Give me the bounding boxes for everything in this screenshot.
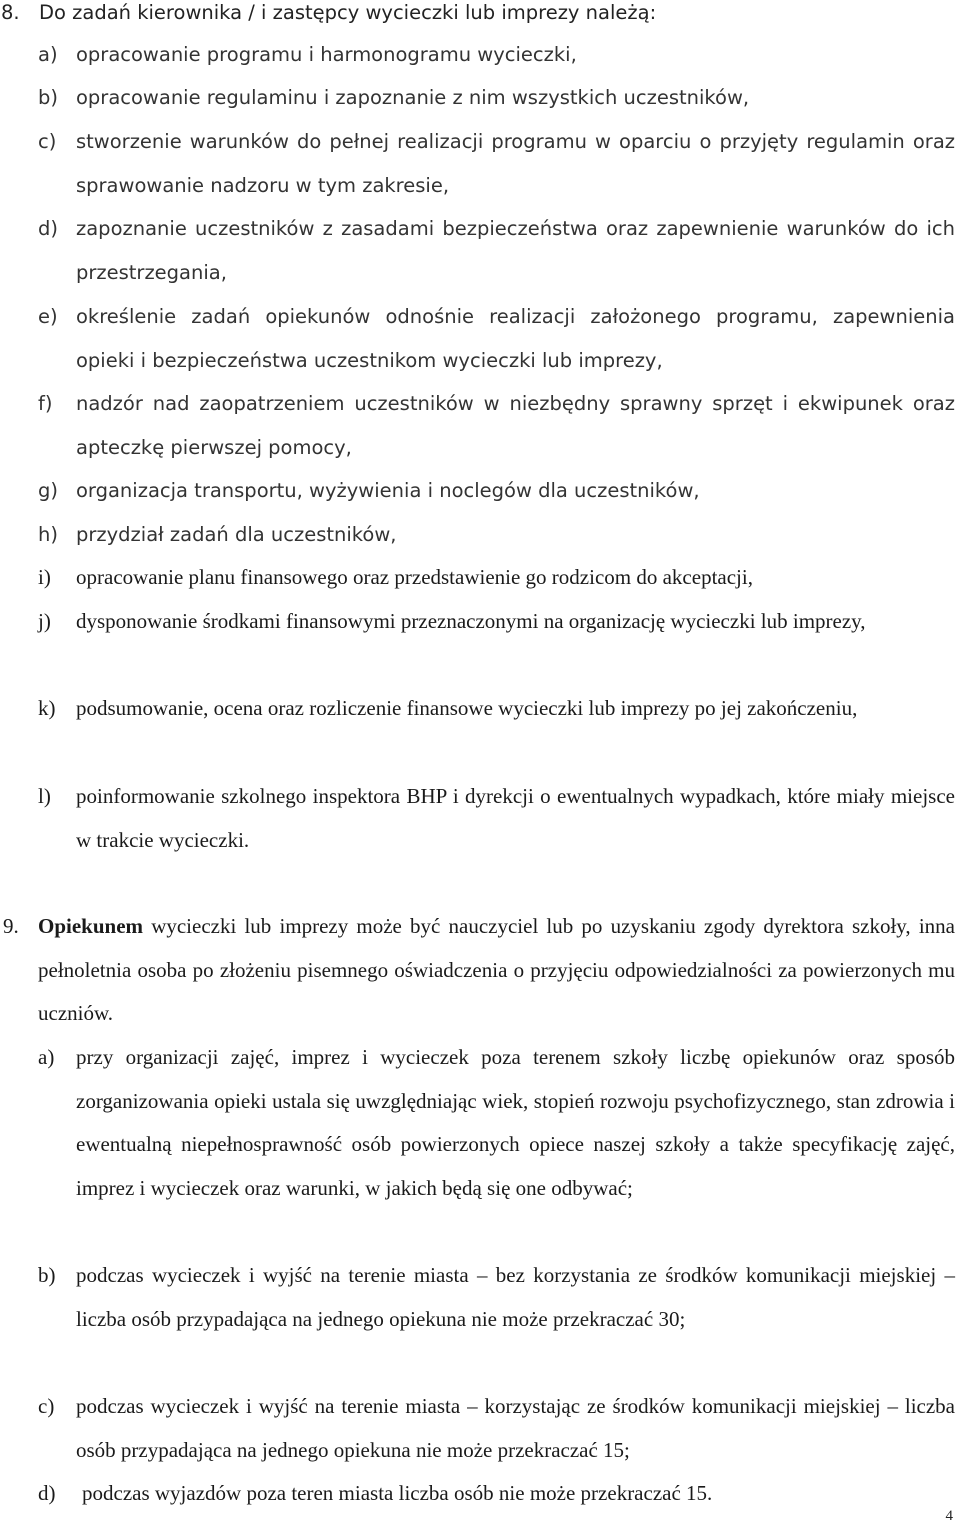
section-number: 8. (1, 1, 20, 24)
list-item-label: d) (38, 1481, 56, 1505)
list-item-text: podczas wycieczek i wyjść na terenie miasta – bez korzystania ze środków komunikacji miejskiej – liczba osób przypadająca na jednego opiekuna nie może przekraczać 30; (76, 1263, 955, 1331)
list-item-text: podczas wycieczek i wyjść na terenie miasta – korzystając ze środków komunikacji miejskiej – liczba osób przypadająca na jednego opiekuna nie może przekraczać 15; (76, 1394, 955, 1462)
list-item-label: c) (38, 130, 57, 153)
list-item-label: d) (38, 217, 58, 240)
list-item-text: poinformowanie szkolnego inspektora BHP i dyrekcji o ewentualnych wypadkach, które miały miejsce w trakcie wycieczki. (76, 784, 955, 852)
section-heading-text: Do zadań kierownika / i zastępcy wycieczki lub imprezy należą: (39, 1, 657, 24)
list-item-text: opracowanie programu i harmonogramu wycieczki, (76, 43, 577, 66)
page-number: 4 (945, 1508, 953, 1524)
list-item-label: h) (38, 523, 58, 546)
list-item-text: dysponowanie środkami finansowymi przeznaczonymi na organizację wycieczki lub imprezy, (76, 609, 866, 633)
list-item-text: stworzenie warunków do pełnej realizacji programu w oparciu o przyjęty regulamin oraz sprawowanie nadzoru w tym zakresie, (76, 130, 955, 197)
list-item-text: podczas wyjazdów poza teren miasta liczba osób nie może przekraczać 15. (82, 1481, 713, 1505)
list-item-label: a) (38, 1045, 55, 1069)
list-item-text: opracowanie regulaminu i zapoznanie z nim wszystkich uczestników, (76, 86, 750, 109)
list-item-label: e) (38, 305, 58, 328)
section-9-intro (38, 905, 955, 1036)
list-item-text: nadzór nad zaopatrzeniem uczestników w niezbędny sprawny sprzęt i ekwipunek oraz apteczkę pierwszej pomocy, (76, 392, 955, 459)
list-item-text: określenie zadań opiekunów odnośnie realizacji założonego programu, zapewnienia opieki i bezpieczeństwa uczestnikom wycieczki lub imprezy, (76, 305, 955, 372)
list-item-label: i) (38, 565, 51, 589)
list-item-label: l) (38, 784, 51, 808)
list-item-text: organizacja transportu, wyżywienia i noclegów dla uczestników, (76, 479, 700, 502)
list-item-label: b) (38, 86, 58, 109)
list-item-label: c) (38, 1394, 55, 1418)
list-item-label: a) (38, 43, 58, 66)
section-9-intro-text: wycieczki lub imprezy może być nauczyciel lub po uzyskaniu zgody dyrektora szkoły, inna pełnoletnia osoba po złożeniu pisemnego oświadczenia o przyjęciu odpowiedzialności za powierzonych mu uczniów. (38, 914, 955, 1025)
list-item-label: g) (38, 479, 58, 502)
list-item-label: f) (38, 392, 53, 415)
bold-term: Opiekunem (38, 914, 144, 938)
list-item-text: zapoznanie uczestników z zasadami bezpieczeństwa oraz zapewnienie warunków do ich przestrzegania, (76, 217, 955, 284)
list-item-label: k) (38, 696, 56, 720)
list-item-label: b) (38, 1263, 56, 1287)
list-item-text: opracowanie planu finansowego oraz przedstawienie go rodzicom do akceptacji, (76, 565, 753, 589)
list-item-text: podsumowanie, ocena oraz rozliczenie finansowe wycieczki lub imprezy po jej zakończeniu, (76, 696, 858, 720)
list-item-text: przy organizacji zajęć, imprez i wycieczek poza terenem szkoły liczbę opiekunów oraz sposób zorganizowania opieki ustala się uwzględniając wiek, stopień rozwoju psychofizycznego, stan zdrowia i ewentualną niepełnosprawność osób powierzonych opiece naszej szkoły a także specyfikację zajęć, imprez i wycieczek oraz warunki, w jakich będą się one odbywać; (76, 1045, 955, 1200)
section-8-heading (0, 0, 656, 26)
list-item-text: przydział zadań dla uczestników, (76, 523, 397, 546)
section-number: 9. (3, 914, 19, 938)
list-item-label: j) (38, 609, 51, 633)
